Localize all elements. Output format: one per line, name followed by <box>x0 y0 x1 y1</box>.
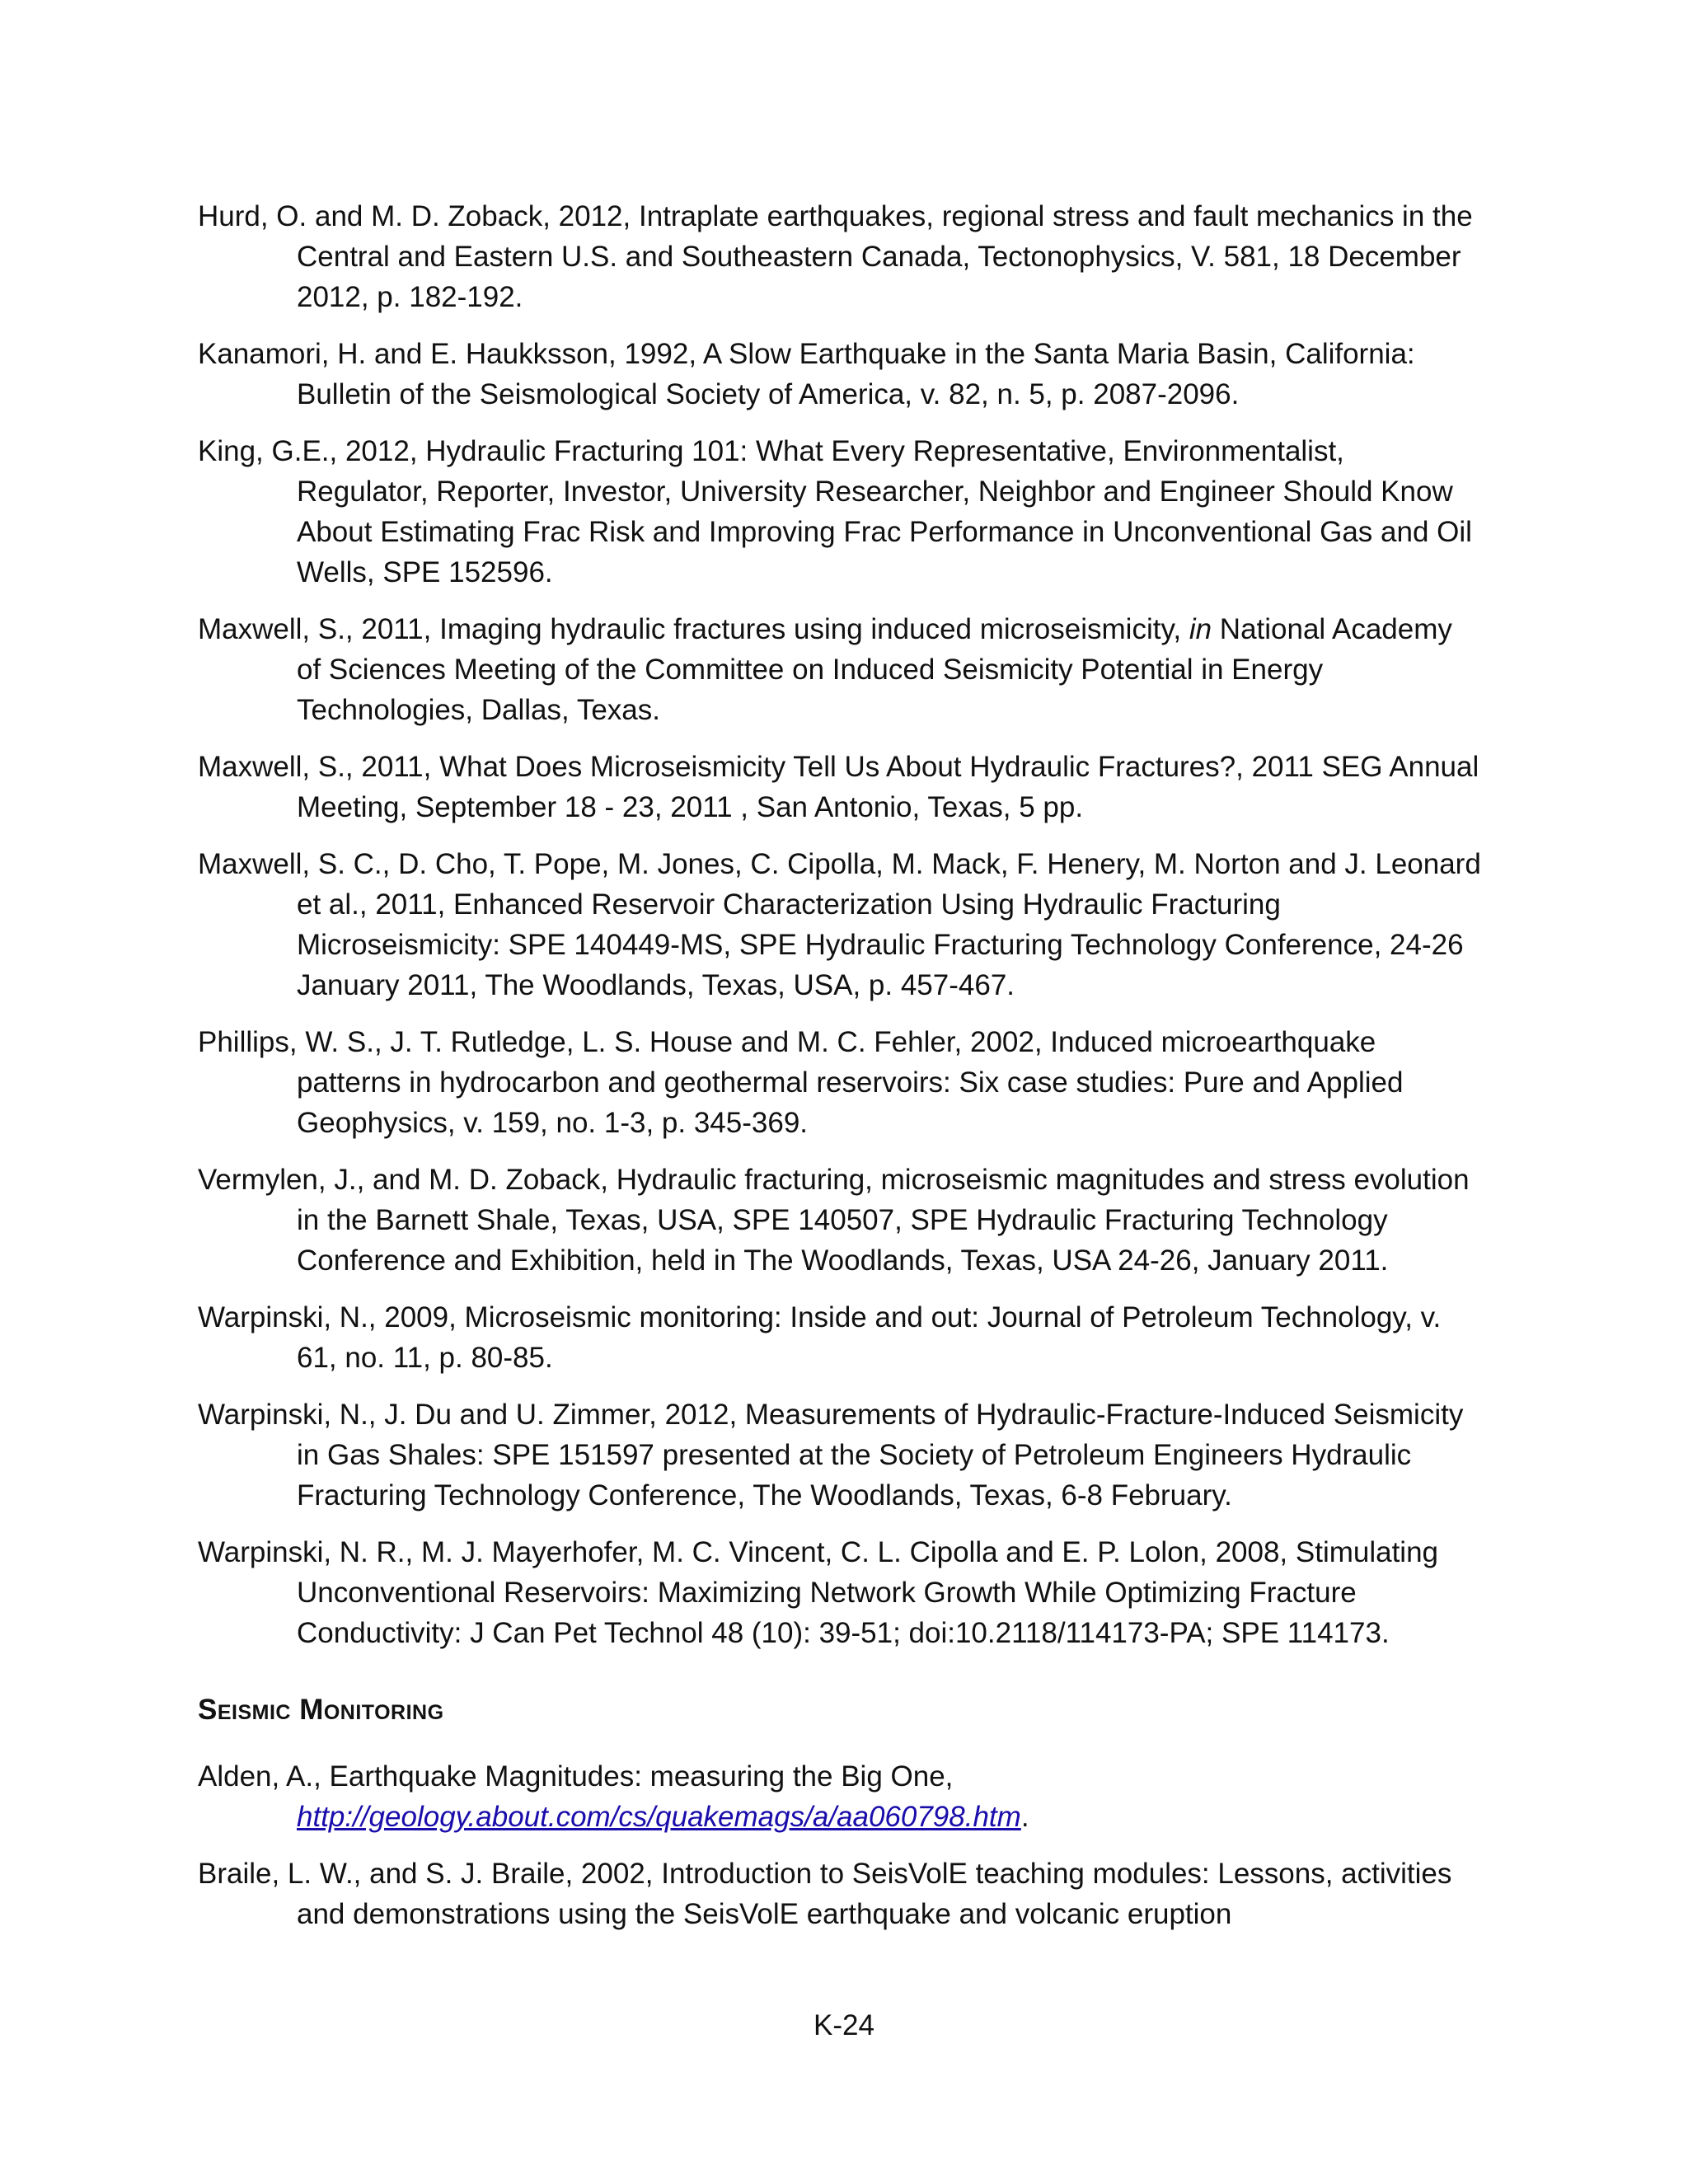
reference-entry <box>198 844 1484 1005</box>
reference-entry <box>198 1756 1484 1837</box>
reference-text: Warpinski, N., J. Du and U. Zimmer, 2012, Measurements of Hydraulic-Fracture-Induced Seismicity in Gas Shales: SPE 151597 presented at the Society of Petroleum Engineers Hydraulic Fracturing Technology Conference, The Woodlands, Texas, 6-8 February. <box>198 1399 1464 1511</box>
reference-text: Vermylen, J., and M. D. Zoback, Hydraulic fracturing, microseismic magnitudes and stress evolution in the Barnett Shale, Texas, USA, SPE 140507, SPE Hydraulic Fracturing Technology Conference and Exhibition, held in The Woodlands, Texas, USA 24-26, January 2011. <box>198 1164 1470 1277</box>
page-number: K-24 <box>814 2009 874 2041</box>
reference-text: Phillips, W. S., J. T. Rutledge, L. S. House and M. C. Fehler, 2002, Induced microearthquake patterns in hydrocarbon and geothermal reservoirs: Six case studies: Pure and Applied Geophysics, v. 159, no. 1-3, p. 345-369. <box>198 1026 1404 1139</box>
reference-entry <box>198 1297 1484 1378</box>
section-heading: Seismic Monitoring <box>198 1694 444 1726</box>
reference-entry <box>198 609 1484 730</box>
reference-text: . <box>1020 1801 1029 1833</box>
reference-text: Alden, A., Earthquake Magnitudes: measuring the Big One, <box>198 1760 954 1793</box>
reference-entry <box>198 1160 1484 1281</box>
reference-text: Maxwell, S., 2011, What Does Microseismicity Tell Us About Hydraulic Fractures?, 2011 SEG Annual Meeting, September 18 - 23, 2011 , San Antonio, Texas, 5 pp. <box>198 751 1479 823</box>
reference-entry <box>198 196 1484 317</box>
reference-entry <box>198 334 1484 415</box>
reference-entry <box>198 1854 1484 1934</box>
reference-text: Warpinski, N., 2009, Microseismic monitoring: Inside and out: Journal of Petroleum Technology, v. 61, no. 11, p. 80-85. <box>198 1301 1442 1374</box>
reference-entry <box>198 1022 1484 1143</box>
reference-text: Maxwell, S. C., D. Cho, T. Pope, M. Jones, C. Cipolla, M. Mack, F. Henery, M. Norton and J. Leonard et al., 2011, Enhanced Reservoir Characterization Using Hydraulic Fracturing Microseismicity: SPE 140449-MS, SPE Hydraulic Fracturing Technology Conference, 24-26 January 2011, The Woodlands, Texas, USA, p. 457-467. <box>198 848 1481 1001</box>
reference-text: Braile, L. W., and S. J. Braile, 2002, Introduction to SeisVolE teaching modules: Lessons, activities and demonstrations using the SeisVolE earthquake and volcanic eruption <box>198 1858 1452 1930</box>
reference-text: Hurd, O. and M. D. Zoback, 2012, Intraplate earthquakes, regional stress and fault mechanics in the Central and Eastern U.S. and Southeastern Canada, Tectonophysics, V. 581, 18 December 2012, p. 182-192. <box>198 200 1473 313</box>
reference-entry <box>198 431 1484 593</box>
reference-link[interactable]: http://geology.about.com/cs/quakemags/a/aa060798.htm <box>297 1801 1021 1833</box>
reference-entry <box>198 1532 1484 1653</box>
reference-text: National Academy of Sciences Meeting of the Committee on Induced Seismicity Potential in Energy Technologies, Dallas, Texas. <box>297 613 1452 726</box>
reference-entry <box>198 1394 1484 1516</box>
reference-text: Maxwell, S., 2011, Imaging hydraulic fractures using induced microseismicity, <box>198 613 1189 645</box>
reference-text: Kanamori, H. and E. Haukksson, 1992, A Slow Earthquake in the Santa Maria Basin, California: Bulletin of the Seismological Society of America, v. 82, n. 5, p. 2087-2096. <box>198 338 1415 410</box>
reference-text: Warpinski, N. R., M. J. Mayerhofer, M. C. Vincent, C. L. Cipolla and E. P. Lolon, 2008, Stimulating Unconventional Reservoirs: Maximizing Network Growth While Optimizing Fracture Conductivity: J Can Pet Technol 48 (10): 39-51; doi:10.2118/114173-PA; SPE 114173. <box>198 1536 1439 1649</box>
reference-italic-text: in <box>1189 613 1212 645</box>
reference-entry <box>198 747 1484 827</box>
reference-text: King, G.E., 2012, Hydraulic Fracturing 101: What Every Representative, Environmentalist, Regulator, Reporter, Investor, University Researcher, Neighbor and Engineer Should Know About Estimating Frac Risk and Improving Frac Performance in Unconventional Gas and Oil Wells, SPE 152596. <box>198 435 1472 588</box>
reference-list <box>198 196 1484 1951</box>
